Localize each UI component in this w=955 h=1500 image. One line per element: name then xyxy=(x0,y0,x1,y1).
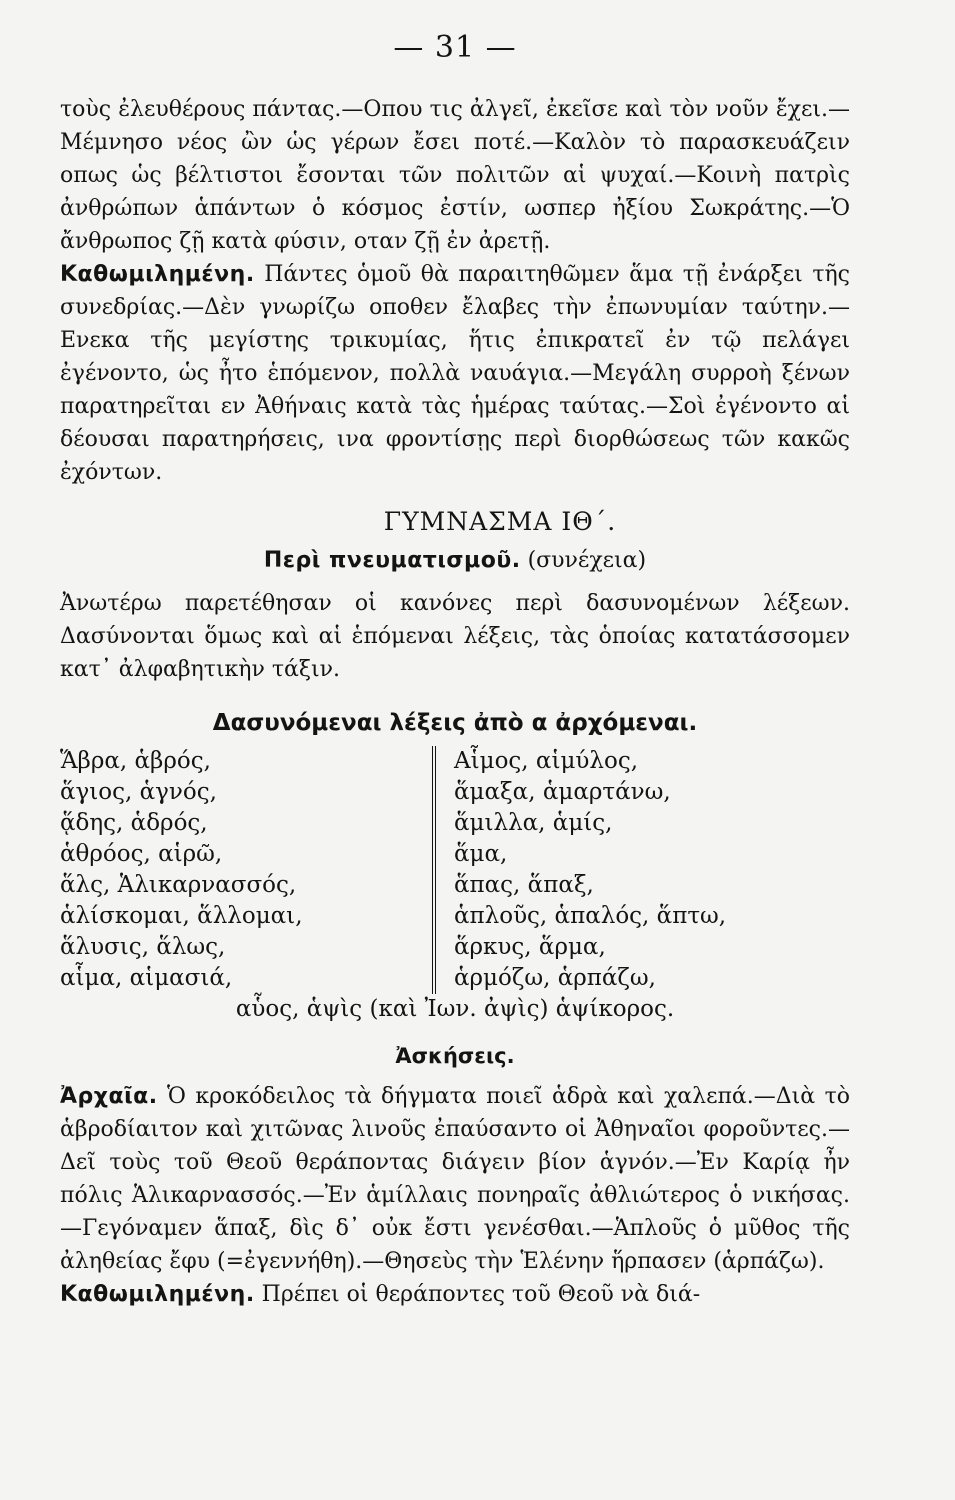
word-list-item: Ἅβρα, ἁβρός, xyxy=(60,748,211,774)
subheading-rest: (συνέχεια) xyxy=(520,548,647,573)
paragraph-lead: Καθωμιλημένη. xyxy=(60,262,255,287)
paragraph-ancient-exercise xyxy=(60,1080,850,1278)
word-list-right-column xyxy=(432,746,726,994)
paragraph-intro: Ἀνωτέρω παρετέθησαν οἱ κανόνες περὶ δασυνομένων λέξεων. Δασύνονται ὅμως καὶ αἱ ἑπόμεναι λέξεις, τὰς ὁποίας κατατάσσομεν κατ᾽ ἀλφαβητικὴν τάξιν. xyxy=(60,591,850,682)
subheading-lead: Περὶ πνευματισμοῦ. xyxy=(263,548,521,573)
exercises-title: Ἀσκήσεις. xyxy=(395,1044,515,1068)
paragraph-modern-exercise xyxy=(60,1278,850,1311)
topic-subheading xyxy=(60,548,850,573)
word-list-item: ἁπλοῦς, ἁπαλός, ἅπτω, xyxy=(454,903,727,929)
exercise-heading: ΓΥΜΝΑΣΜΑ ΙΘ΄. xyxy=(383,507,617,536)
word-list-item: ἅμαξα, ἁμαρτάνω, xyxy=(454,779,671,805)
word-list-left-column xyxy=(60,746,432,994)
word-list-item: ἁλίσκομαι, ἅλλομαι, xyxy=(60,903,303,929)
word-list-item: ἅρκυς, ἅρμα, xyxy=(454,934,606,960)
page-number: — 31 — xyxy=(393,30,517,65)
page xyxy=(60,30,850,1311)
paragraph-lead: Καθωμιλημένη. xyxy=(60,1282,255,1307)
word-list-item: ᾅδης, ἁδρός, xyxy=(60,810,208,836)
paragraph-modern-examples xyxy=(60,258,850,489)
paragraph-ancient-examples: τοὺς ἐλευθέρους πάντας.—Οπου τις ἀλγεῖ, ἐκεῖσε καὶ τὸν νοῦν ἔχει.—Μέμνησο νέος ὢν ὡς γέρων ἔσει ποτέ.—Καλὸν τὸ παρασκευάζειν οπως ὡς βέλτιστοι ἔσονται τῶν πολιτῶν αἱ ψυχαί.—Κοινὴ πατρὶς ἀνθρώπων ἁπάντων ὁ κόσμος ἐστίν, ωσπερ ἠξίου Σωκράτης.—Ὁ ἄνθρωπος ζῇ κατὰ φύσιν, οταν ζῇ ἐν ἀρετῇ. xyxy=(60,97,850,254)
word-list-item: ἁρμόζω, ἁρπάζω, xyxy=(454,965,656,991)
word-list-item: ἅλς, Ἁλικαρνασσός, xyxy=(60,872,297,898)
paragraph-text: Πρέπει οἱ θεράποντες τοῦ Θεοῦ νὰ διά- xyxy=(254,1282,701,1307)
word-list-title: Δασυνόμεναι λέξεις ἀπὸ α ἀρχόμεναι. xyxy=(212,710,698,736)
word-list xyxy=(60,746,850,994)
word-list-item: ἅμα, xyxy=(454,841,508,867)
word-list-item: αἷμα, αἱμασιά, xyxy=(60,965,233,991)
word-list-item: ἅλυσις, ἅλως, xyxy=(60,934,226,960)
word-list-item: Αἷμος, αἱμύλος, xyxy=(454,748,639,774)
paragraph-lead: Ἀρχαῖα. xyxy=(60,1084,158,1109)
word-list-final-line: αὗος, ἁψὶς (καὶ Ἰων. ἀψὶς) ἁψίκορος. xyxy=(235,996,675,1022)
word-list-item: ἅμιλλα, ἁμίς, xyxy=(454,810,613,836)
word-list-item: ἅπας, ἅπαξ, xyxy=(454,872,594,898)
paragraph-text: Ὁ κροκόδειλος τὰ δήγματα ποιεῖ ἁδρὰ καὶ χαλεπά.—Διὰ τὸ ἁβροδίαιτον καὶ χιτῶνας λινοῦς ἐπαύσαντο οἱ Ἀθηναῖοι φοροῦντες.—Δεῖ τοὺς τοῦ Θεοῦ θεράποντας διάγειν βίον ἁγνόν.—Ἐν Καρίᾳ ἦν πόλις Ἁλικαρνασσός.—Ἐν ἁμίλλαις πονηραῖς ἀθλιώτερος ὁ νικήσας.—Γεγόναμεν ἅπαξ, δὶς δ᾽ οὐκ ἔστι γενέσθαι.—Ἁπλοῦς ὁ μῦθος τῆς ἀληθείας ἔφυ (=ἐγεννήθη).—Θησεὺς τὴν Ἑλένην ἥρπασεν (ἁρπάζω). xyxy=(60,1084,850,1274)
word-list-item: ἅγιος, ἁγνός, xyxy=(60,779,217,805)
word-list-item: ἁθρόος, αἱρῶ, xyxy=(60,841,223,867)
paragraph-text: Πάντες ὁμοῦ θὰ παραιτηθῶμεν ἅμα τῇ ἐνάρξει τῆς συνεδρίας.—Δὲν γνωρίζω οποθεν ἔλαβες τὴν ἐπωνυμίαν ταύτην.—Ενεκα τῆς μεγίστης τρικυμίας, ἥτις ἐπικρατεῖ ἐν τῷ πελάγει ἐγένοντο, ὡς ἦτο ἑπόμενον, πολλὰ ναυάγια.—Μεγάλη συρροὴ ξένων παρατηρεῖται εν Ἀθήναις κατὰ τὰς ἡμέρας ταύτας.—Σοὶ ἐγένοντο αἱ δέουσαι παρατηρήσεις, ινα φροντίσῃς περὶ διορθώσεως τῶν κακῶς ἐχόντων. xyxy=(60,262,850,485)
